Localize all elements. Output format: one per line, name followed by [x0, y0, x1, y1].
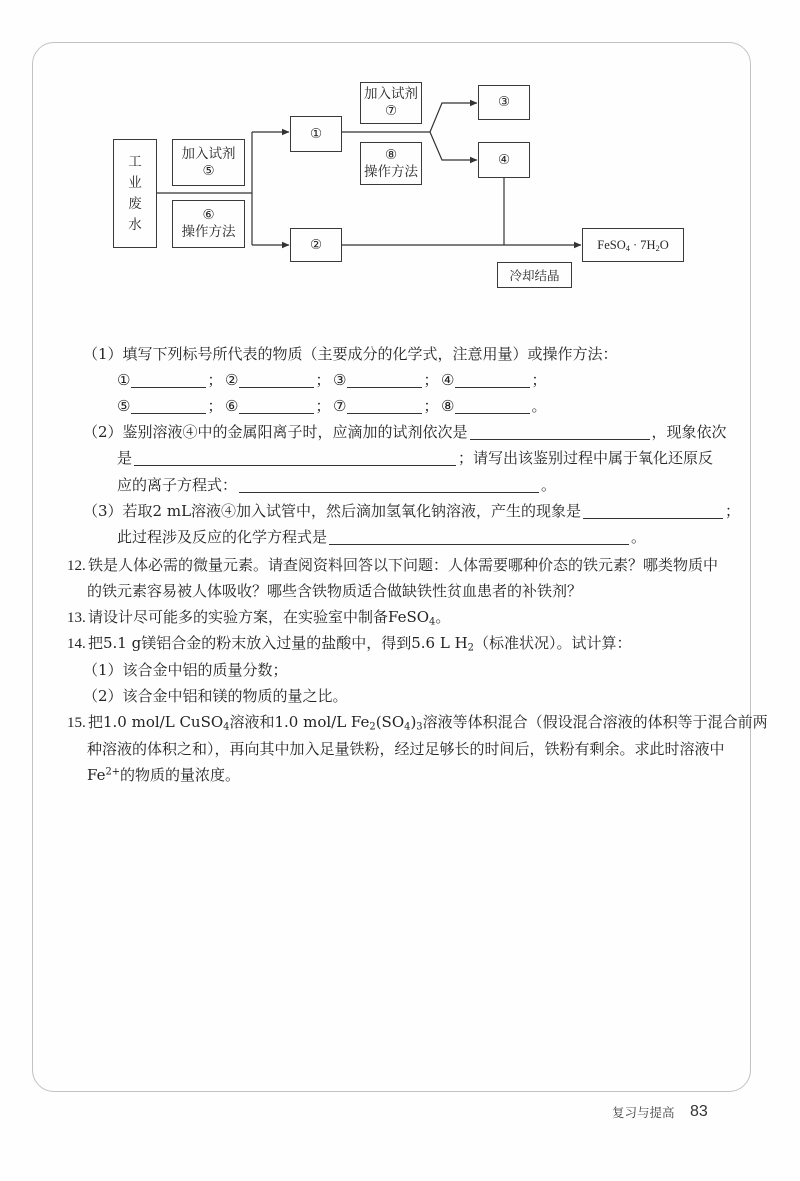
arrow-to-box-3 [430, 103, 477, 132]
box-add-reagent-7 [360, 82, 422, 124]
arrow-to-box-4 [430, 132, 477, 160]
q11-part1-answer-row-1 [117, 370, 549, 390]
question-text: 溶液和1.0 mol/L Fe [229, 713, 370, 731]
answer-blank [329, 532, 629, 545]
question-text: （2）鉴别溶液④中的金属阳离子时，应滴加的试剂依次是 [83, 423, 468, 441]
q14-part-2: （2）该合金中铝和镁的物质的量之比。 [83, 687, 348, 705]
answer-blank [131, 401, 206, 414]
formula-part: FeSO [597, 237, 626, 252]
separator: ； [315, 371, 331, 389]
formula-part: O [659, 237, 669, 252]
answer-slot-8 [441, 396, 549, 416]
box-label: 操作方法 [181, 224, 236, 240]
q11-part3-line-2 [117, 527, 646, 547]
question-text: ) [410, 713, 417, 731]
box-label: 冷却结晶 [509, 267, 560, 283]
slot-label: ⑥ [225, 397, 239, 415]
slot-label: ⑦ [333, 397, 347, 415]
box-label: ⑤ [202, 162, 215, 179]
question-text: ； [725, 502, 741, 520]
q12-line-2: 的铁元素容易被人体吸收？哪些含铁物质适合做缺铁性贫血患者的补铁剂？ [87, 582, 583, 600]
question-number: 13. [67, 610, 86, 626]
box-label: ⑥ [202, 207, 215, 223]
box-label: 操作方法 [364, 163, 418, 180]
question-text: 溶液等体积混合（假设混合溶液的体积等于混合前两 [422, 713, 768, 731]
question-text: （标准状况）。试计算： [473, 634, 632, 652]
question-text: 。 [631, 528, 647, 546]
box-cooling-crystallization [497, 262, 572, 288]
q11-part2-line-3 [117, 475, 556, 495]
question-text: 。 [435, 608, 451, 626]
answer-slot-4 [441, 370, 549, 390]
box-4 [478, 142, 530, 178]
q11-part1-instruction: （1）填写下列标号所代表的物质（主要成分的化学式，注意用量）或操作方法： [83, 345, 618, 363]
q15-line-1 [67, 712, 768, 733]
formula-subscript: 4 [223, 721, 230, 733]
question-text: 。 [541, 476, 557, 494]
separator: ； [423, 371, 439, 389]
answer-slot-1 [117, 370, 225, 390]
box-operation-6 [172, 200, 245, 248]
answer-blank [455, 375, 530, 388]
question-text: ，现象依次 [651, 423, 727, 441]
formula-part: · 7H [629, 237, 656, 252]
answer-blank [131, 375, 206, 388]
q11-part3-line-1 [83, 501, 740, 521]
q14-part-1: （1）该合金中铝的质量分数； [83, 661, 288, 679]
box-label: 工业废水 [128, 153, 142, 233]
question-text: 的物质的量浓度。 [120, 766, 241, 784]
formula-subscript: 2 [655, 243, 660, 253]
question-number: 15. [67, 715, 86, 731]
question-text: 此过程涉及反应的化学方程式是 [117, 528, 328, 546]
box-label: ⑧ [384, 146, 398, 163]
answer-slot-2 [225, 370, 333, 390]
answer-blank [347, 375, 422, 388]
question-number: 12. [67, 558, 86, 574]
box-label: ③ [497, 94, 511, 110]
question-text: 请设计尽可能多的实验方案，在实验室中制备FeSO [88, 608, 430, 626]
terminator: 。 [531, 397, 547, 415]
question-text: ；请写出该鉴别过程中属于氧化还原反 [458, 449, 714, 467]
slot-label: ① [117, 371, 131, 389]
question-text: 把1.0 mol/L CuSO [88, 713, 224, 731]
slot-label: ⑧ [441, 397, 455, 415]
page-number: 83 [690, 1103, 708, 1120]
answer-blank [455, 401, 530, 414]
answer-blank [239, 375, 314, 388]
box-add-reagent-5 [172, 139, 245, 186]
box-label: ① [309, 125, 323, 142]
answer-slot-5 [117, 396, 225, 416]
box-label: ④ [497, 151, 511, 168]
box-label: ② [309, 236, 323, 253]
answer-blank [134, 453, 456, 466]
q15-line-3 [87, 765, 240, 785]
formula-subscript: 4 [429, 616, 436, 628]
answer-slot-7 [333, 396, 441, 416]
box-industrial-wastewater [113, 139, 157, 248]
slot-label: ④ [441, 371, 455, 389]
box-1 [290, 116, 342, 152]
box-label: ⑦ [384, 103, 398, 119]
answer-blank [347, 401, 422, 414]
formula-subscript: 4 [625, 243, 630, 253]
question-text: 是 [117, 449, 133, 467]
q14-line-1 [67, 633, 631, 654]
footer-section-title: 复习与提高 [612, 1105, 675, 1120]
ion-charge-superscript: 2+ [105, 766, 121, 778]
box-label: 加入试剂 [364, 86, 418, 102]
question-text: （3）若取2 mL溶液④加入试管中，然后滴加氢氧化钠溶液，产生的现象是 [83, 502, 582, 520]
question-number: 14. [67, 636, 86, 652]
q15-line-2: 种溶液的体积之和），再向其中加入足量铁粉，经过足够长的时间后，铁粉有剩余。求此时溶液中 [87, 740, 725, 758]
slot-label: ⑤ [117, 397, 131, 415]
separator: ； [423, 397, 439, 415]
formula-subscript: 4 [404, 721, 411, 733]
formula-subscript: 2 [467, 642, 474, 654]
answer-blank [239, 401, 314, 414]
question-text: 把5.1 g镁铝合金的粉末放入过量的盐酸中，得到5.6 L H [88, 634, 468, 652]
q11-part2-line-1 [83, 422, 727, 442]
answer-slot-6 [225, 396, 333, 416]
q11-part1-answer-row-2 [117, 396, 549, 416]
answer-slot-3 [333, 370, 441, 390]
answer-blank [239, 480, 539, 493]
separator: ； [207, 371, 223, 389]
slot-label: ② [225, 371, 239, 389]
box-3 [478, 85, 530, 120]
separator: ； [207, 397, 223, 415]
box-label: 加入试剂 [181, 145, 236, 162]
box-operation-8 [360, 142, 422, 185]
separator: ； [531, 371, 547, 389]
box-2 [290, 228, 342, 262]
answer-blank [470, 427, 650, 440]
formula-subscript: 3 [416, 721, 423, 733]
separator: ； [315, 397, 331, 415]
box-product-ferrous-sulfate-heptahydrate [582, 228, 684, 262]
slot-label: ③ [333, 371, 347, 389]
answer-blank [583, 506, 723, 519]
q11-part2-line-2 [117, 448, 713, 468]
q13-line-1 [67, 607, 450, 628]
question-text: Fe [87, 766, 106, 784]
question-text: 铁是人体必需的微量元素。请查阅资料回答以下问题：人体需要哪种价态的铁元素？哪类物质中 [88, 556, 719, 574]
question-text: 应的离子方程式： [117, 476, 238, 494]
q12-line-1 [67, 555, 718, 576]
question-text: (SO [375, 713, 405, 731]
formula-subscript: 2 [369, 721, 376, 733]
product-formula [597, 237, 668, 254]
